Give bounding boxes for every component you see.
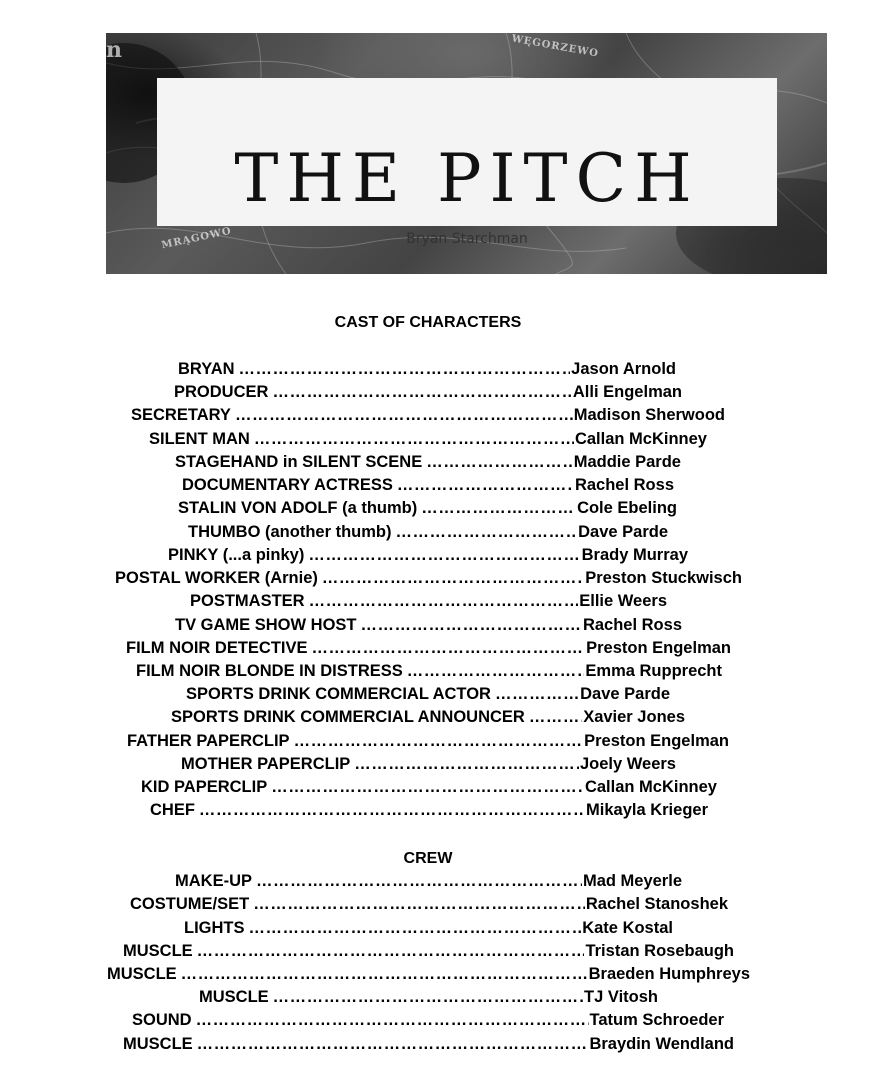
crew-row [130, 893, 728, 915]
cast-row [175, 451, 681, 473]
role-name: STALIN VON ADOLF (a thumb) [178, 499, 418, 517]
role-name: PINKY (...a pinky) [168, 546, 305, 564]
dot-leader [272, 381, 571, 403]
role-name: MOTHER PAPERCLIP [181, 755, 351, 773]
play-title: THE PITCH [234, 140, 700, 217]
actor-name: Joely Weers [579, 755, 676, 773]
actor-name: Preston Engelman [586, 639, 731, 657]
actor-name: Madison Sherwood [573, 406, 725, 424]
cast-row [126, 637, 731, 659]
crew-row [199, 986, 658, 1008]
crew-row [107, 963, 750, 985]
dot-leader [407, 660, 585, 682]
dot-leader [361, 614, 582, 636]
actor-name: Rachel Stanoshek [585, 895, 728, 913]
actor-name: Preston Stuckwisch [585, 569, 742, 587]
cast-heading: CAST OF CHARACTERS [334, 314, 522, 331]
actor-name: Dave Parde [580, 685, 670, 703]
cast-row [182, 474, 674, 496]
role-name: BRYAN [178, 360, 235, 378]
actor-name: Dave Parde [578, 523, 668, 541]
actor-name: Mad Meyerle [582, 872, 682, 890]
dot-leader [308, 544, 580, 566]
dot-leader [271, 776, 584, 798]
actor-name: Rachel Ross [574, 476, 674, 494]
role-name: SPORTS DRINK COMMERCIAL ANNOUNCER [171, 708, 525, 726]
actor-name: Brady Murray [581, 546, 688, 564]
actor-name: Callan McKinney [574, 430, 707, 448]
role-name: FATHER PAPERCLIP [127, 732, 290, 750]
dot-leader [395, 521, 577, 543]
cast-row [190, 590, 667, 612]
cast-row [127, 730, 729, 752]
dot-leader [239, 358, 571, 380]
cast-row [115, 567, 742, 589]
cast-row [175, 614, 682, 636]
role-name: SECRETARY [131, 406, 231, 424]
role-name: DOCUMENTARY ACTRESS [182, 476, 393, 494]
dot-leader [253, 893, 585, 915]
actor-name: Braydin Wendland [589, 1035, 734, 1053]
role-name: STAGEHAND in SILENT SCENE [175, 453, 423, 471]
author-name: Bryan Starchman [406, 231, 528, 247]
cast-row [149, 428, 707, 450]
dot-leader [294, 730, 584, 752]
role-name: POSTAL WORKER (Arnie) [115, 569, 318, 587]
actor-name: Emma Rupprecht [585, 662, 722, 680]
cast-row [188, 521, 668, 543]
role-name: PRODUCER [174, 383, 269, 401]
role-name: MUSCLE [199, 988, 269, 1006]
cast-row [178, 497, 677, 519]
actor-name: Alli Engelman [572, 383, 682, 401]
dot-leader [249, 917, 582, 939]
dot-leader [235, 404, 573, 426]
role-name: MAKE-UP [175, 872, 252, 890]
cast-row [178, 358, 676, 380]
dot-leader [181, 963, 588, 985]
actor-name: Tatum Schroeder [589, 1011, 724, 1029]
crew-row [123, 940, 734, 962]
actor-name: Maddie Parde [573, 453, 681, 471]
actor-name: Preston Engelman [584, 732, 729, 750]
actor-name: Jason Arnold [571, 360, 676, 378]
dot-leader [354, 753, 579, 775]
role-name: SPORTS DRINK COMMERCIAL ACTOR [186, 685, 491, 703]
cast-row [168, 544, 688, 566]
crew-row [123, 1033, 734, 1055]
actor-name: Tristan Rosebaugh [585, 942, 734, 960]
cast-row [186, 683, 670, 705]
crew-heading: CREW [403, 850, 453, 867]
cast-row [171, 706, 685, 728]
dot-leader [199, 799, 585, 821]
actor-name: TJ Vitosh [584, 988, 658, 1006]
actor-name: Ellie Weers [579, 592, 667, 610]
role-name: KID PAPERCLIP [141, 778, 268, 796]
dot-leader [309, 590, 579, 612]
cast-row [150, 799, 708, 821]
crew-row [132, 1009, 724, 1031]
cast-row [174, 381, 682, 403]
dot-leader [256, 870, 582, 892]
cast-row [181, 753, 676, 775]
role-name: THUMBO (another thumb) [188, 523, 392, 541]
role-name: SOUND [132, 1011, 192, 1029]
map-label-corner: n [106, 37, 123, 63]
cast-row [136, 660, 722, 682]
dot-leader [197, 1033, 589, 1055]
role-name: COSTUME/SET [130, 895, 250, 913]
actor-name: Xavier Jones [583, 708, 685, 726]
dot-leader [426, 451, 572, 473]
title-banner [106, 33, 827, 274]
actor-name: Callan McKinney [584, 778, 717, 796]
dot-leader [197, 940, 585, 962]
role-name: SILENT MAN [149, 430, 250, 448]
map-label-top: WĘGORZEWO [510, 33, 600, 60]
dot-leader [273, 986, 583, 1008]
cast-row [141, 776, 717, 798]
dot-leader [312, 637, 586, 659]
actor-name: Kate Kostal [582, 919, 673, 937]
role-name: FILM NOIR DETECTIVE [126, 639, 308, 657]
role-name: MUSCLE [107, 965, 177, 983]
actor-name: Cole Ebeling [577, 499, 677, 517]
dot-leader [421, 497, 576, 519]
role-name: FILM NOIR BLONDE IN DISTRESS [136, 662, 403, 680]
crew-row [175, 870, 682, 892]
dot-leader [254, 428, 574, 450]
dot-leader [196, 1009, 589, 1031]
role-name: POSTMASTER [190, 592, 305, 610]
role-name: LIGHTS [184, 919, 245, 937]
dot-leader [529, 706, 582, 728]
crew-row [184, 917, 673, 939]
dot-leader [495, 683, 579, 705]
role-name: MUSCLE [123, 1035, 193, 1053]
dot-leader [397, 474, 574, 496]
role-name: TV GAME SHOW HOST [175, 616, 357, 634]
role-name: MUSCLE [123, 942, 193, 960]
map-label-bottom: MRĄGOWO [160, 225, 233, 252]
actor-name: Mikayla Krieger [586, 801, 708, 819]
actor-name: Rachel Ross [582, 616, 682, 634]
role-name: CHEF [150, 801, 195, 819]
cast-row [131, 404, 725, 426]
actor-name: Braeden Humphreys [588, 965, 750, 983]
dot-leader [322, 567, 584, 589]
